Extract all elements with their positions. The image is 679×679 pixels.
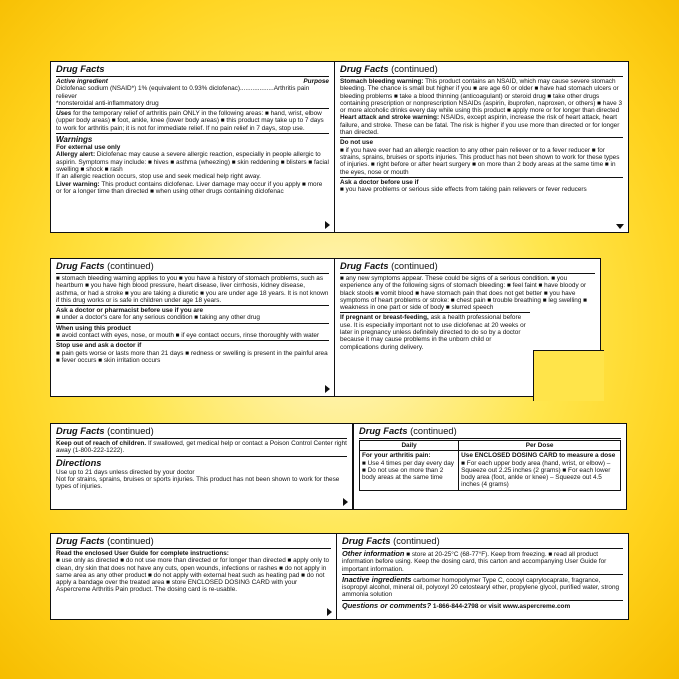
panel-4-cutout <box>533 350 604 401</box>
when-text: ■ avoid contact with eyes, nose, or mouth ■ if eye contact occurs, rinse thoroughly with water <box>56 332 320 340</box>
drug-facts-panel-7 <box>50 533 337 620</box>
liver-warning <box>56 181 329 196</box>
panel-title-continued: (continued) <box>410 426 457 436</box>
allergy-text: Diclofenac may cause a severe allergic reaction, especially in people allergic to aspirin. Symptoms may include: ■ hives ■ asthma (wheezing) ■ skin reddening ■ blisters ■ facial swelling ■ shock ■ rash <box>56 151 329 173</box>
purpose-label: Purpose <box>303 78 329 85</box>
liver-text: This product contains diclofenac. Liver damage may occur if you apply ■ more or for a longer time than directed ■ when using other drugs containing diclofenac <box>56 180 323 195</box>
panel-title <box>56 261 329 274</box>
dose-text: ■ For each upper body area (hand, wrist, or elbow) – Squeeze out 2.25 inches (2 grams) ■ For each lower body area (foot, ankle or knee) – Squeeze out 4.5 inches (4 grams) <box>461 459 611 489</box>
askdoc-label: Ask a doctor before use if <box>340 178 419 186</box>
panel-title-continued: (continued) <box>107 536 154 546</box>
continue-arrow-icon <box>325 385 330 393</box>
liver-label: Liver warning: <box>56 180 100 188</box>
panel-title <box>342 536 623 549</box>
nsaid-note: *nonsteroidal anti-inflammatory drug <box>56 99 159 107</box>
panel-title-continued: (continued) <box>107 426 154 436</box>
panel-title-text: Drug Facts <box>340 261 389 271</box>
panel-title-text: Drug Facts <box>56 426 105 436</box>
active-ingredient-label: Active ingredient <box>56 78 108 85</box>
warning-continued-text: ■ stomach bleeding warning applies to you ■ you have a history of stomach problems, such as heartburn ■ you have high blood pressure, heart disease, liver cirrhosis, kidney disease, asthma, or had a stroke ■ you are taking a diuretic ■ you are under age 18 years. It is not known if this drug works or is safe in children under age 18 years. <box>56 275 329 304</box>
panel-title-continued: (continued) <box>391 64 438 74</box>
panel-title-text: Drug Facts <box>342 536 391 546</box>
allergy-label: Allergy alert: <box>56 151 96 159</box>
ask-pharmacist-section <box>56 305 329 322</box>
inactive-label: Inactive ingredients <box>342 574 412 584</box>
uses-section <box>56 108 329 132</box>
directions-section <box>56 456 347 491</box>
drug-facts-panel-1 <box>50 61 335 233</box>
directions-label: Directions <box>56 457 102 468</box>
dose-head: Use ENCLOSED DOSING CARD to measure a dose <box>461 452 616 460</box>
panel-title-text: Drug Facts <box>359 426 408 436</box>
col-daily: Daily <box>360 441 459 451</box>
drug-facts-panel-6 <box>353 423 627 510</box>
bleed-text: This product contains an NSAID, which may cause severe stomach bleeding. The chance is small but higher if you ■ are age 60 or older ■ have had stomach ulcers or bleeding problems ■ take a blood thinning (anticoagulant) or steroid drug ■ take other drugs containing prescription or nonprescription NSAIDs (aspirin, ibuprofen, naproxen, or others) ■ have 3 or more alcoholic drinks every day while using this product ■ apply more or for longer than directed <box>340 78 622 115</box>
bleed-label: Stomach bleeding warning: <box>340 78 424 85</box>
symptoms-text: ■ any new symptoms appear. These could be signs of a serious condition. ■ you experience any of the following signs of stomach bleeding: ■ feel faint ■ have bloody or black stools ■ vomit blood ■ have stomach pain that does not get better ■ you have symptoms of heart problems or stroke: ■ chest pain ■ trouble breathing ■ leg swelling ■ weakness in one part or side of body ■ slurred speech <box>340 275 588 312</box>
preg-text: ask a health professional before use. It is especially important not to use diclofenac at 20 weeks or later in pregnancy unless definitely directed to do so by a doctor because it may cause problems in the unborn child or complications during delivery. <box>340 314 526 351</box>
panel-title <box>56 536 331 549</box>
donot-label: Do not use <box>340 139 374 147</box>
external-use-label: For external use only <box>56 144 121 152</box>
uses-label: Uses <box>56 110 72 118</box>
questions-text: 1-866-844-2798 or visit www.aspercreme.com <box>432 602 571 610</box>
questions-label: Questions or comments? <box>342 600 432 610</box>
continue-arrow-icon <box>325 221 330 229</box>
panel-title <box>56 426 347 439</box>
inactive-ingredients <box>342 574 623 599</box>
panel-title <box>340 261 595 274</box>
panel-title-continued: (continued) <box>391 261 438 271</box>
active-ingredient-line: Diclofenac sodium (NSAID*) 1% (equivalent to 0.93% diclofenac)...................Arthritis pain reliever <box>56 85 310 100</box>
daily-head: For your arthritis pain: <box>362 452 431 460</box>
do-not-use-section <box>340 137 623 175</box>
keep-out-of-reach <box>56 440 347 455</box>
continue-arrow-icon <box>343 498 348 506</box>
inactive-text: carbomer homopolymer Type C, cocoyl caprylocaprate, fragrance, isopropyl alcohol, mineral oil, polyoxyl 20 cetostearyl ether, propylene glycol, purified water, strong ammonia solution <box>342 576 620 599</box>
active-ingredient-header <box>56 78 329 85</box>
heart-text: NSAIDs, except aspirin, increase the risk of heart attack, heart failure, and stroke. These can be fatal. The risk is higher if you use more than directed or for longer than directed. <box>340 114 620 137</box>
stomach-bleeding-warning <box>340 78 623 114</box>
other-information <box>342 550 623 573</box>
uses-text: for the temporary relief of arthritis pain ONLY in the following areas: ■ hand, wrist, elbow (upper body areas) ■ foot, ankle, knee (lower body areas) ■ this product may take up to 7 days to work for arthritis pain; it is not for immediate relief. If no pain relief in 7 days, stop use. <box>56 110 324 132</box>
drug-facts-panel-8 <box>336 533 629 620</box>
askdoc-text: ■ you have problems or serious side effects from taking pain relievers or fever reducers <box>340 186 587 194</box>
stop-label: Stop use and ask a doctor if <box>56 342 142 350</box>
col-per-dose: Per Dose <box>459 441 621 451</box>
preg-label: If pregnant or breast-feeding, <box>340 314 429 322</box>
daily-text: ■ Use 4 times per day every day ■ Do not use on more than 2 body areas at the same time <box>362 459 454 482</box>
drug-facts-panel-3 <box>50 258 335 397</box>
stop-text: ■ pain gets worse or lasts more than 21 days ■ redness or swelling is present in the painful area ■ fever occurs ■ skin irritation occurs <box>56 349 328 364</box>
continue-arrow-icon <box>327 608 332 616</box>
directions-text-2: Not for strains, sprains, bruises or sports injuries. This product has not been shown to work for these types of injuries. <box>56 475 340 491</box>
user-guide-text: ■ use only as directed ■ do not use more than directed or for longer than directed ■ apply only to clean, dry skin that does not have any cuts, open wounds, infections or rashes ■ do not apply in same area as any other product ■ do not apply with external heat such as heating pad ■ do not apply a bandage over the treated area ■ store ENCLOSED DOSING CARD with your Aspercreme Arthritis Pain product. The dosing card is re-usable. <box>56 557 330 594</box>
drug-facts-panel-5 <box>50 423 353 510</box>
dose-cell <box>459 451 621 490</box>
ask-doctor-section <box>340 177 623 194</box>
dosing-table <box>359 440 621 491</box>
table-row <box>360 451 621 490</box>
pharm-text: ■ under a doctor's care for any serious condition ■ taking any other drug <box>56 314 260 322</box>
panel-title-continued: (continued) <box>393 536 440 546</box>
heart-label: Heart attack and stroke warning: <box>340 114 440 122</box>
when-label: When using this product <box>56 324 131 332</box>
other-label: Other information <box>342 549 405 558</box>
panel-title-continued: (continued) <box>107 261 154 271</box>
warnings-section <box>56 133 329 195</box>
other-text: ■ store at 20-25°C (68-77°F). Keep from freezing. ■ read all product information before using. Keep the dosing card, this carton and accompanying User Guide for important information. <box>342 551 607 573</box>
heart-stroke-warning <box>340 114 623 136</box>
table-header-row <box>360 441 621 451</box>
warnings-label: Warnings <box>56 135 93 145</box>
stop-use-section <box>56 340 329 364</box>
pharm-label: Ask a doctor or pharmacist before use if you are <box>56 307 204 315</box>
continue-arrow-icon <box>616 224 624 229</box>
when-using-section <box>56 323 329 340</box>
panel-title <box>340 64 623 77</box>
panel-title-text: Drug Facts <box>56 536 105 546</box>
panel-title-text: Drug Facts <box>340 64 389 74</box>
daily-cell <box>360 451 459 490</box>
panel-title <box>359 426 621 439</box>
user-guide-label: Read the enclosed User Guide for complete instructions: <box>56 550 229 557</box>
directions-text-1: Use up to 21 days unless directed by your doctor <box>56 468 195 476</box>
questions-section <box>342 600 623 610</box>
reach-text: If swallowed, get medical help or contact a Poison Control Center right away (1-800-222-1222). <box>56 440 347 455</box>
panel-title-text: Drug Facts <box>56 261 105 271</box>
panel-title: Drug Facts <box>56 64 329 77</box>
reach-label: Keep out of reach of children. <box>56 440 147 447</box>
drug-facts-panel-2 <box>334 61 629 233</box>
pregnancy-section <box>340 312 530 350</box>
allergy-alert <box>56 151 329 173</box>
allergy-stop-text: If an allergic reaction occurs, stop use and seek medical help right away. <box>56 173 261 181</box>
donot-text: ■ if you have ever had an allergic reaction to any other pain reliever or to a fever reducer ■ for strains, sprains, bruises or sports injuries. This product has not been shown to work for these types of injuries. ■ right before or after heart surgery ■ on more than 2 body areas at the same time ■ in the eyes, nose or mouth <box>340 146 620 176</box>
